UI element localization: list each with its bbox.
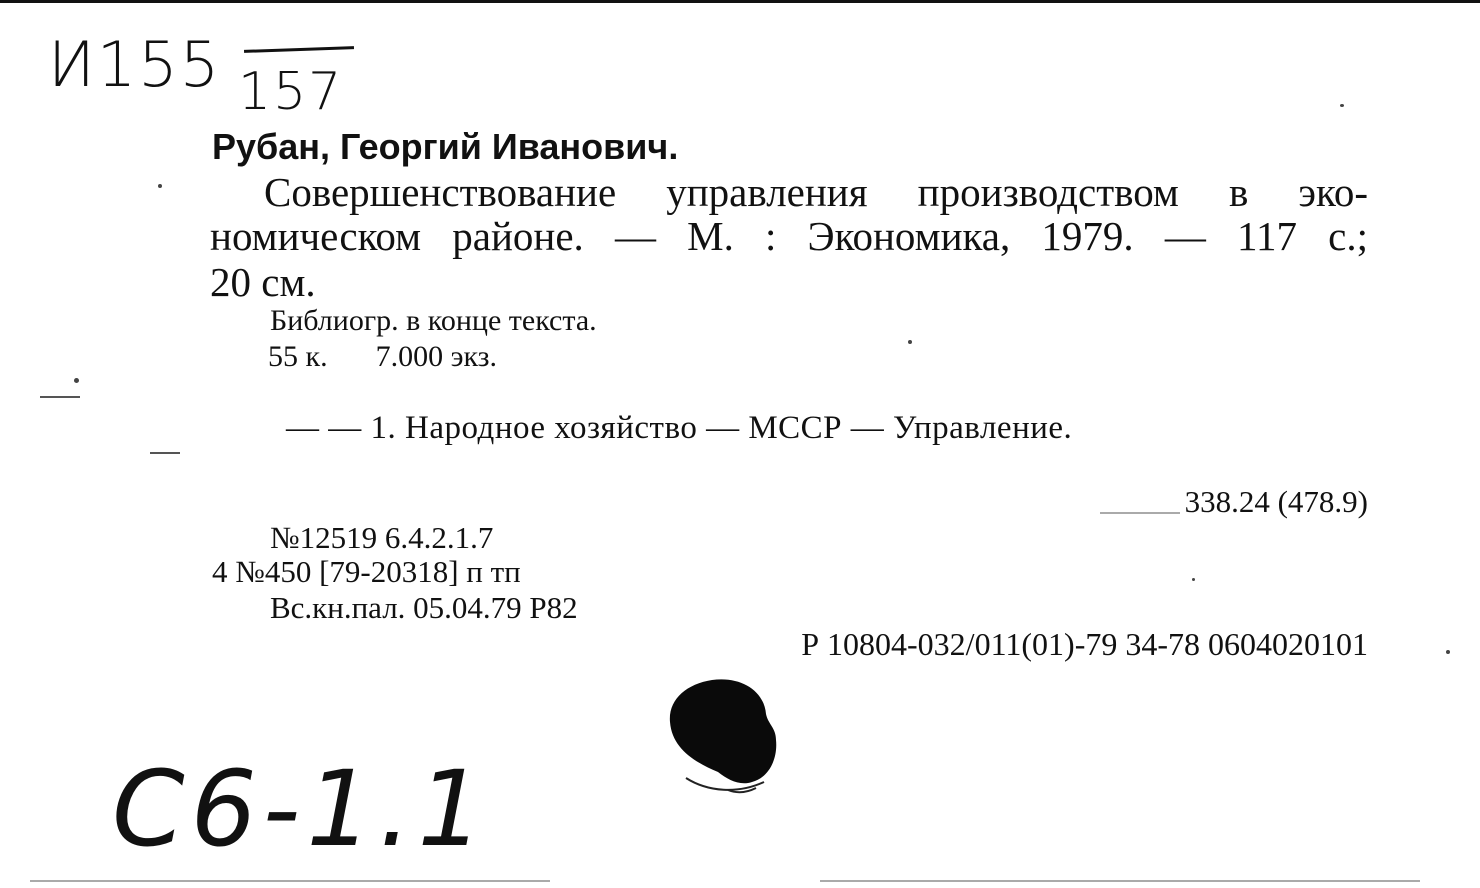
print-run: 7.000 экз. [375, 340, 497, 373]
scan-speck [1192, 578, 1195, 581]
registration-line-2: 4 №450 [79-20318] п тп [212, 554, 521, 589]
scan-dash [1100, 512, 1180, 514]
scan-speck [908, 340, 912, 344]
registration-line-3: Вс.кн.пал. 05.04.79 Р82 [270, 590, 578, 625]
title-line-2: номическом районе. — М. : Экономика, 1979. — 117 с.; [210, 213, 1368, 259]
scan-dash [30, 880, 550, 882]
subject-heading: — — 1. Народное хозяйство — МССР — Управление. [286, 410, 1073, 446]
title-line-3: 20 см. [210, 259, 316, 305]
author-heading: Рубан, Георгий Иванович. [212, 126, 679, 167]
scan-dash [40, 396, 80, 398]
catalog-code: Р 10804-032/011(01)-79 34-78 0604020101 [801, 626, 1368, 662]
scan-speck [158, 184, 162, 188]
title-line-1: Совершенствование управления производством в эко- [264, 169, 1368, 215]
registration-line-1: №12519 6.4.2.1.7 [270, 520, 494, 555]
scan-dash [150, 452, 180, 454]
call-number-sub: 157 [238, 62, 344, 122]
price-line [268, 340, 497, 374]
scan-speck [1446, 650, 1450, 654]
bibliography-note: Библиогр. в конце текста. [270, 304, 597, 337]
card-top-edge [0, 0, 1480, 3]
call-number-main: И155 [48, 28, 222, 101]
udc-classification: 338.24 (478.9) [1184, 484, 1368, 519]
scan-speck [1340, 104, 1344, 107]
punch-hole-icon [668, 676, 780, 796]
shelf-mark: С6-1.1 [112, 748, 490, 870]
scan-speck [74, 378, 79, 383]
price: 55 к. [268, 340, 328, 373]
call-number-fraction-line [244, 46, 354, 53]
scan-dash [820, 880, 1420, 882]
